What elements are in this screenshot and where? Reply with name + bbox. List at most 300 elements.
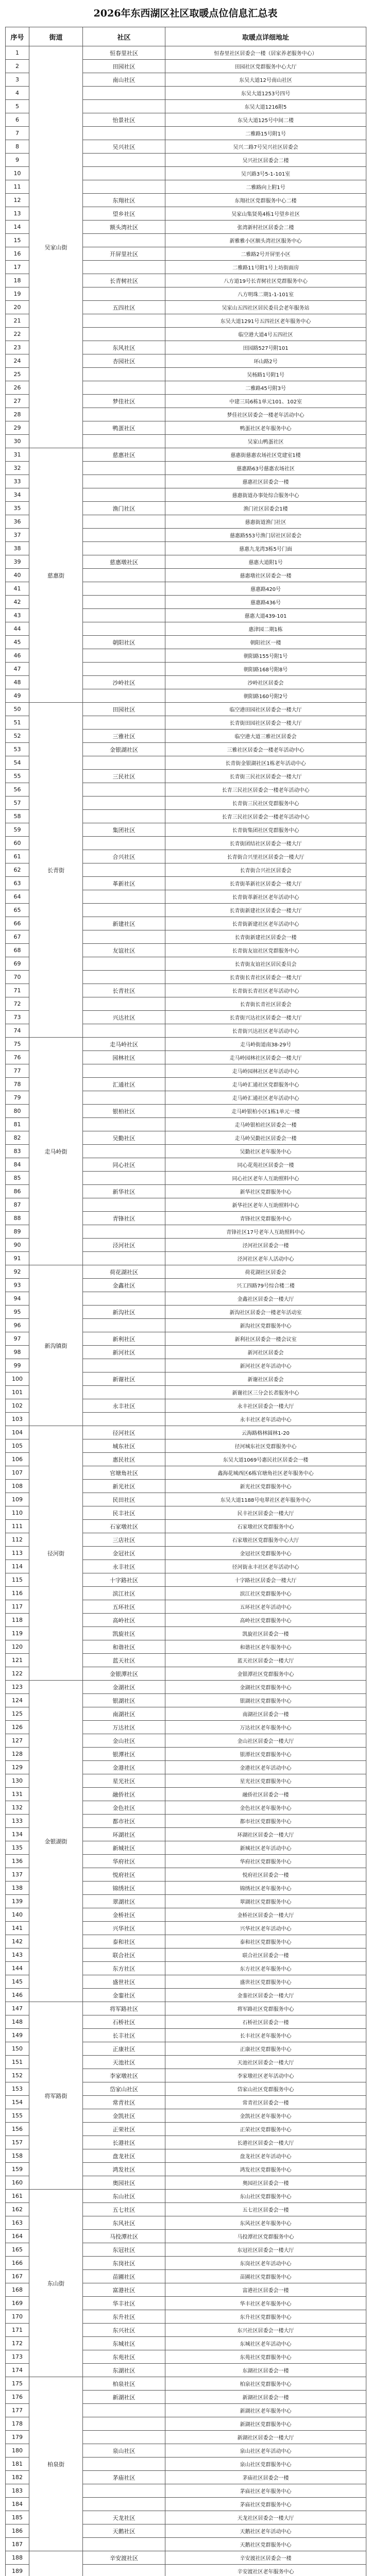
address-cell: 星光社区党群服务中心 — [165, 1774, 366, 1788]
row-index: 39 — [6, 555, 29, 569]
address-cell: 沙岭社区居委会 — [165, 676, 366, 689]
address-cell: 金港社区老年活动中心 — [165, 1761, 366, 1774]
street-cell: 柏泉街 — [29, 2377, 83, 2551]
community-cell — [83, 127, 165, 140]
community-cell: 金冠社区 — [83, 1547, 165, 1560]
community-cell: 东风社区 — [83, 2216, 165, 2230]
community-cell: 官塘角社区 — [83, 1466, 165, 1480]
community-cell: 慈惠墩社区 — [83, 555, 165, 569]
row-index: 5 — [6, 100, 29, 113]
address-cell: 五七社区居委会一楼 — [165, 2203, 366, 2216]
row-index: 35 — [6, 502, 29, 515]
community-cell: 蓝天社区 — [83, 1654, 165, 1667]
address-cell: 新湖社区居委会一楼 — [165, 2391, 366, 2404]
address-cell: 兴工四路79号综合楼二楼 — [165, 1279, 366, 1292]
address-cell: 岱家山社区党群服务中心 — [165, 2082, 366, 2096]
community-cell: 盛世社区 — [83, 1975, 165, 1989]
address-cell: 长港社区居委会一楼大厅 — [165, 2136, 366, 2149]
community-cell: 民田社区 — [83, 1493, 165, 1506]
community-cell — [83, 180, 165, 194]
row-index: 102 — [6, 1399, 29, 1413]
address-cell: 高岭社区党群服务中心 — [165, 1614, 366, 1627]
community-cell: 径河社区 — [83, 1426, 165, 1439]
community-cell: 走马岭社区 — [83, 1038, 165, 1051]
street-cell: 东山街 — [29, 2190, 83, 2377]
row-index: 83 — [6, 1145, 29, 1158]
row-index: 128 — [6, 1748, 29, 1761]
address-cell: 泉山社区老年活动中心 — [165, 2444, 366, 2458]
community-cell: 南湖社区 — [83, 1707, 165, 1721]
address-cell: 新河社区居委会 — [165, 1346, 366, 1359]
row-index: 13 — [6, 207, 29, 221]
community-cell: 东苑社区 — [83, 2350, 165, 2364]
community-cell — [83, 2431, 165, 2444]
row-index: 37 — [6, 529, 29, 542]
address-cell: 东苑社区党群服务中心 — [165, 2350, 366, 2364]
community-cell: 石桥社区 — [83, 2015, 165, 2029]
community-cell: 田园社区 — [83, 703, 165, 716]
row-index: 118 — [6, 1614, 29, 1627]
community-cell — [83, 515, 165, 529]
row-index: 47 — [6, 663, 29, 676]
address-cell: 东吴大道1253号四号 — [165, 87, 366, 100]
address-cell: 银湖社区党群服务中心 — [165, 1694, 366, 1707]
row-index: 15 — [6, 234, 29, 247]
header-row — [6, 27, 366, 46]
address-cell: 二雅路2号开屏里小区 — [165, 247, 366, 261]
row-index: 147 — [6, 2002, 29, 2015]
community-cell: 十字路社区 — [83, 1573, 165, 1587]
community-cell: 锦绣社区 — [83, 1882, 165, 1895]
row-index: 109 — [6, 1493, 29, 1506]
address-cell: 东吴大道1188号电翠社区老年服务中心 — [165, 1493, 366, 1506]
row-index: 160 — [6, 2176, 29, 2190]
row-index: 106 — [6, 1453, 29, 1466]
row-index: 68 — [6, 944, 29, 957]
address-cell: 走马岭园林社区老年活动中心 — [165, 1064, 366, 1078]
address-cell: 将军路社区党群服务中心 — [165, 2002, 366, 2015]
community-cell — [83, 596, 165, 609]
address-cell: 青锋社区党群服务中心 — [165, 1212, 366, 1225]
address-cell: 慈惠路553号渔门居社区居委会 — [165, 529, 366, 542]
header-street: 街道 — [29, 27, 83, 46]
row-index: 53 — [6, 743, 29, 756]
row-index: 186 — [6, 2524, 29, 2538]
table-row — [6, 448, 366, 462]
row-index: 40 — [6, 569, 29, 582]
row-index: 85 — [6, 1172, 29, 1185]
address-cell: 梦佳社区居委会一楼老年活动中心 — [165, 408, 366, 421]
community-cell: 柏泉社区 — [83, 2377, 165, 2391]
row-index: 4 — [6, 87, 29, 100]
address-cell: 长青街革新社区老年活动中心 — [165, 890, 366, 904]
community-cell — [83, 2484, 165, 2498]
row-index: 179 — [6, 2431, 29, 2444]
community-cell — [83, 904, 165, 917]
row-index: 81 — [6, 1118, 29, 1131]
address-cell: 泰和社区党群服务中心 — [165, 1935, 366, 1948]
header-index: 序号 — [6, 27, 29, 46]
address-cell: 吴家山五四社区居民委员会老年服务站 — [165, 301, 366, 314]
table-row — [6, 2190, 366, 2203]
address-cell: 张湾新村社区居委会二楼 — [165, 221, 366, 234]
community-cell — [83, 837, 165, 850]
community-cell: 朝阳社区 — [83, 636, 165, 649]
community-cell — [83, 1252, 165, 1265]
community-cell: 金港社区 — [83, 1761, 165, 1774]
address-cell: 二雅路向上附1号 — [165, 180, 366, 194]
row-index: 96 — [6, 1319, 29, 1332]
row-index: 124 — [6, 1694, 29, 1707]
row-index: 64 — [6, 890, 29, 904]
community-cell — [83, 2538, 165, 2551]
address-cell: 金山社区居委会一楼大厅 — [165, 1734, 366, 1748]
street-cell: 径河街 — [29, 1426, 83, 1681]
row-index: 14 — [6, 221, 29, 234]
community-cell: 新河社区 — [83, 1346, 165, 1359]
address-cell: 朝阳路160号附2号 — [165, 689, 366, 703]
address-cell: 东吴大道1069号惠民社区居委会一楼 — [165, 1453, 366, 1466]
row-index: 185 — [6, 2511, 29, 2524]
community-cell — [83, 609, 165, 622]
row-index: 16 — [6, 247, 29, 261]
row-index: 123 — [6, 1681, 29, 1694]
address-cell: 滨江社区党群服务中心 — [165, 1587, 366, 1600]
community-cell: 吴勤社区 — [83, 1131, 165, 1145]
row-index: 61 — [6, 850, 29, 863]
community-cell: 同心社区 — [83, 1158, 165, 1172]
community-cell: 奥园社区 — [83, 2176, 165, 2190]
row-index: 46 — [6, 649, 29, 663]
address-cell: 走马岭园林社区居委会一楼大厅 — [165, 1051, 366, 1064]
community-cell: 联合社区 — [83, 1948, 165, 1962]
row-index: 65 — [6, 904, 29, 917]
row-index: 176 — [6, 2391, 29, 2404]
community-cell: 高岭社区 — [83, 1614, 165, 1627]
address-cell: 常青社区居委会一楼 — [165, 2096, 366, 2109]
address-cell: 盘龙社区老年活动中心 — [165, 2149, 366, 2163]
page-title: 2026年东西湖区社区取暖点位信息汇总表 — [0, 0, 371, 27]
row-index: 76 — [6, 1051, 29, 1064]
community-cell — [83, 87, 165, 100]
address-cell: 临空港田园社区居委会一楼大厅 — [165, 703, 366, 716]
community-cell: 马投潭社区 — [83, 2230, 165, 2243]
community-cell: 三雅社区 — [83, 730, 165, 743]
row-index: 170 — [6, 2310, 29, 2324]
table-body — [6, 46, 366, 2576]
table-row — [6, 1426, 366, 1439]
row-index: 132 — [6, 1801, 29, 1815]
community-cell: 翠湖社区 — [83, 1895, 165, 1908]
address-cell: 东翔社区党群服务中心二楼 — [165, 194, 366, 207]
address-cell: 新华社区党群服务中心 — [165, 1185, 366, 1198]
address-cell: 石家墩社区党群服务中心大厅 — [165, 1533, 366, 1547]
community-cell: 东方社区 — [83, 1962, 165, 1975]
address-cell: 金色社区老年服务中心 — [165, 1801, 366, 1815]
row-index: 9 — [6, 154, 29, 167]
address-cell: 东湖社区居委会一楼 — [165, 2364, 366, 2377]
row-index: 111 — [6, 1520, 29, 1533]
row-index: 31 — [6, 448, 29, 462]
row-index: 159 — [6, 2163, 29, 2176]
community-cell: 东冠社区 — [83, 2243, 165, 2257]
address-cell: 临空港大道三雅社区居委会 — [165, 730, 366, 743]
community-cell: 新建社区 — [83, 917, 165, 930]
row-index: 104 — [6, 1426, 29, 1439]
address-cell: 联合社区居委会一楼 — [165, 1948, 366, 1962]
row-index: 66 — [6, 917, 29, 930]
address-cell: 田园社区党群服务中心大厅 — [165, 60, 366, 73]
address-cell: 慈惠路63号慈惠农场社区 — [165, 462, 366, 475]
address-cell: 三雅社区居委会一楼老年活动中心 — [165, 743, 366, 756]
row-index: 3 — [6, 73, 29, 87]
community-cell: 银湖社区 — [83, 1694, 165, 1707]
address-cell: 茅庙社区党群服务中心 — [165, 2498, 366, 2511]
community-cell: 新城社区 — [83, 1841, 165, 1855]
address-cell: 万达社区老年服务中心 — [165, 1721, 366, 1734]
row-index: 27 — [6, 395, 29, 408]
row-index: 162 — [6, 2203, 29, 2216]
address-cell: 南湖社区居委会一楼 — [165, 1707, 366, 1721]
row-index: 74 — [6, 1024, 29, 1038]
row-index: 144 — [6, 1962, 29, 1975]
community-cell: 永丰社区 — [83, 1560, 165, 1573]
address-cell: 民丰社区居委会一楼大厅 — [165, 1506, 366, 1520]
community-cell — [83, 663, 165, 676]
address-cell: 吴兴二路7号吴兴社区居委会 — [165, 140, 366, 154]
address-cell: 都市社区党群服务中心 — [165, 1815, 366, 1828]
community-cell — [83, 154, 165, 167]
community-cell: 金银湖社区 — [83, 743, 165, 756]
table-row — [6, 1265, 366, 1279]
community-cell: 金色社区 — [83, 1801, 165, 1815]
address-cell: 吴勤社区老年服务中心 — [165, 1145, 366, 1158]
row-index: 125 — [6, 1707, 29, 1721]
community-cell: 新利社区 — [83, 1332, 165, 1346]
address-cell: 慈惠大道439-101 — [165, 609, 366, 622]
address-cell: 金银潭社区党群服务中心 — [165, 1667, 366, 1681]
community-cell — [83, 1064, 165, 1078]
community-cell — [83, 435, 165, 448]
address-cell: 慈惠社区居委会一楼 — [165, 475, 366, 488]
community-cell — [83, 1386, 165, 1399]
address-cell: 新河社区老年活动中心 — [165, 1359, 366, 1372]
address-cell: 恒春里社区居委会一楼（居家养老服务中心） — [165, 46, 366, 60]
row-index: 173 — [6, 2350, 29, 2364]
address-cell: 二雅路15号附1号 — [165, 127, 366, 140]
row-index: 154 — [6, 2096, 29, 2109]
row-index: 82 — [6, 1131, 29, 1145]
community-cell — [83, 796, 165, 810]
row-index: 26 — [6, 381, 29, 395]
address-cell: 长青街新建社区居委会一楼大厅 — [165, 904, 366, 917]
address-cell: 长青街长青社区居委会 — [165, 997, 366, 1011]
community-cell — [83, 462, 165, 475]
community-cell: 星光社区 — [83, 1774, 165, 1788]
address-cell: 长青三民社区居委会一楼老年活动中心 — [165, 783, 366, 796]
community-cell — [83, 930, 165, 944]
community-cell: 东山社区 — [83, 2190, 165, 2203]
community-cell: 开屏里社区 — [83, 247, 165, 261]
community-cell — [83, 569, 165, 582]
row-index: 116 — [6, 1587, 29, 1600]
row-index: 174 — [6, 2364, 29, 2377]
community-cell — [83, 1225, 165, 1239]
address-cell: 慈惠街道渔门社区 — [165, 515, 366, 529]
row-index: 97 — [6, 1332, 29, 1346]
community-cell — [83, 287, 165, 301]
address-cell: 金冠社区党群服务中心 — [165, 1547, 366, 1560]
row-index: 56 — [6, 783, 29, 796]
address-cell: 荷花湖社区居委会 — [165, 1265, 366, 1279]
community-cell — [83, 756, 165, 770]
community-cell — [83, 1172, 165, 1185]
address-cell: 走马岭银柏小区1栋1单元一楼 — [165, 1105, 366, 1118]
address-cell: 走马岭银柏社区居委会一楼 — [165, 1118, 366, 1131]
community-cell: 华丰社区 — [83, 2297, 165, 2310]
community-cell: 天鹅社区 — [83, 2524, 165, 2538]
address-cell: 新利社区居委会一楼会议室 — [165, 1332, 366, 1346]
address-cell: 华府社区党群服务中心 — [165, 1855, 366, 1868]
address-cell: 慈惠九龙湾3栋5号门面 — [165, 542, 366, 555]
row-index: 30 — [6, 435, 29, 448]
community-cell: 永丰社区 — [83, 1399, 165, 1413]
community-cell: 怡景社区 — [83, 113, 165, 127]
address-cell: 鸭蛋社区老年服务中心 — [165, 421, 366, 435]
row-index: 42 — [6, 596, 29, 609]
community-cell: 金鑫社区 — [83, 1279, 165, 1292]
community-cell — [83, 261, 165, 274]
address-cell: 东兴社区居委会一楼大厅 — [165, 2324, 366, 2337]
row-index: 62 — [6, 863, 29, 877]
address-cell: 泾河社区老年人活动中心 — [165, 1252, 366, 1265]
row-index: 163 — [6, 2216, 29, 2230]
row-index: 150 — [6, 2042, 29, 2056]
table-row — [6, 1038, 366, 1051]
community-cell — [83, 314, 165, 328]
row-index: 70 — [6, 971, 29, 984]
community-cell — [83, 1413, 165, 1426]
community-cell — [83, 234, 165, 247]
row-index: 108 — [6, 1480, 29, 1493]
row-index: 84 — [6, 1158, 29, 1172]
row-index: 100 — [6, 1372, 29, 1386]
row-index: 146 — [6, 1989, 29, 2002]
community-cell: 友谊社区 — [83, 944, 165, 957]
row-index: 77 — [6, 1064, 29, 1078]
address-cell: 新沟社区居委会一楼老年活动室 — [165, 1306, 366, 1319]
row-index: 122 — [6, 1667, 29, 1681]
address-cell: 石家墩社区党群服务中心 — [165, 1520, 366, 1533]
row-index: 156 — [6, 2123, 29, 2136]
community-cell — [83, 890, 165, 904]
community-cell — [83, 863, 165, 877]
row-index: 180 — [6, 2444, 29, 2458]
address-cell: 正康社区党群服务中心 — [165, 2042, 366, 2056]
row-index: 1 — [6, 46, 29, 60]
row-index: 121 — [6, 1654, 29, 1667]
row-index: 153 — [6, 2082, 29, 2096]
address-cell: 吴兴社区居委会二楼 — [165, 154, 366, 167]
row-index: 184 — [6, 2498, 29, 2511]
row-index: 58 — [6, 810, 29, 823]
community-cell: 正康社区 — [83, 2042, 165, 2056]
row-index: 143 — [6, 1948, 29, 1962]
row-index: 69 — [6, 957, 29, 971]
row-index: 135 — [6, 1841, 29, 1855]
community-cell: 泾河社区 — [83, 1239, 165, 1252]
community-cell: 东岗社区 — [83, 2257, 165, 2270]
address-cell: 径河街永丰社区老年活动中心 — [165, 1560, 366, 1573]
address-cell: 金湖社区党群服务中心 — [165, 1681, 366, 1694]
address-cell: 悦府社区居委会一楼 — [165, 1868, 366, 1882]
row-index: 112 — [6, 1533, 29, 1547]
address-cell: 长青街兴达社区老年活动中心 — [165, 1024, 366, 1038]
community-cell — [83, 2417, 165, 2431]
row-index: 43 — [6, 609, 29, 622]
community-cell — [83, 810, 165, 823]
address-cell: 新湖社区老年服务中心 — [165, 2404, 366, 2417]
community-cell: 望乡社区 — [83, 207, 165, 221]
community-cell — [83, 1319, 165, 1332]
community-cell — [83, 1024, 165, 1038]
community-cell: 合兴社区 — [83, 850, 165, 863]
address-cell: 永丰社区老年活动中心 — [165, 1413, 366, 1426]
address-cell: 永丰社区居委会一楼大厅 — [165, 1399, 366, 1413]
table-row — [6, 46, 366, 60]
address-cell: 茅庙社区老年服务中心 — [165, 2484, 366, 2498]
row-index: 105 — [6, 1439, 29, 1453]
address-cell: 二雅路45号附3号 — [165, 381, 366, 395]
community-cell — [83, 542, 165, 555]
address-cell: 鑫海花城西区6栋官塘角社区老年服务中心 — [165, 1466, 366, 1480]
row-index: 148 — [6, 2015, 29, 2029]
row-index: 23 — [6, 341, 29, 354]
row-index: 169 — [6, 2297, 29, 2310]
community-cell: 新谢社区 — [83, 1372, 165, 1386]
community-cell — [83, 1359, 165, 1372]
community-cell: 常青社区 — [83, 2096, 165, 2109]
row-index: 99 — [6, 1359, 29, 1372]
street-cell: 金银湖街 — [29, 1681, 83, 2002]
community-cell: 集团社区 — [83, 823, 165, 837]
address-cell: 同心社区老年人互助照料中心 — [165, 1172, 366, 1185]
row-index: 165 — [6, 2243, 29, 2257]
address-cell: 天龙社区居委会一楼大厅 — [165, 2511, 366, 2524]
community-cell: 荷花湖社区 — [83, 1265, 165, 1279]
row-index: 67 — [6, 930, 29, 944]
row-index: 115 — [6, 1573, 29, 1587]
community-cell — [83, 368, 165, 381]
community-cell — [83, 408, 165, 421]
row-index: 28 — [6, 408, 29, 421]
address-cell: 长青街合兴社区居委会 — [165, 863, 366, 877]
community-cell: 东翔社区 — [83, 194, 165, 207]
address-cell: 慈惠墩社区居委会一楼 — [165, 569, 366, 582]
address-cell: 长青街三民社区居委会一楼大厅 — [165, 770, 366, 783]
row-index: 32 — [6, 462, 29, 475]
address-cell: 长青街友谊社区居民委员会 — [165, 957, 366, 971]
address-cell: 东冠社区居委会一楼大厅 — [165, 2243, 366, 2257]
address-cell: 长青街革新社区居委会一楼大厅 — [165, 877, 366, 890]
row-index: 71 — [6, 984, 29, 997]
community-cell: 泰和社区 — [83, 1935, 165, 1948]
address-cell: 长青街集团社区党群服务中心 — [165, 823, 366, 837]
row-index: 20 — [6, 301, 29, 314]
address-cell: 石桥社区居委会一楼 — [165, 2015, 366, 2029]
row-index: 57 — [6, 796, 29, 810]
community-cell: 民丰社区 — [83, 1506, 165, 1520]
